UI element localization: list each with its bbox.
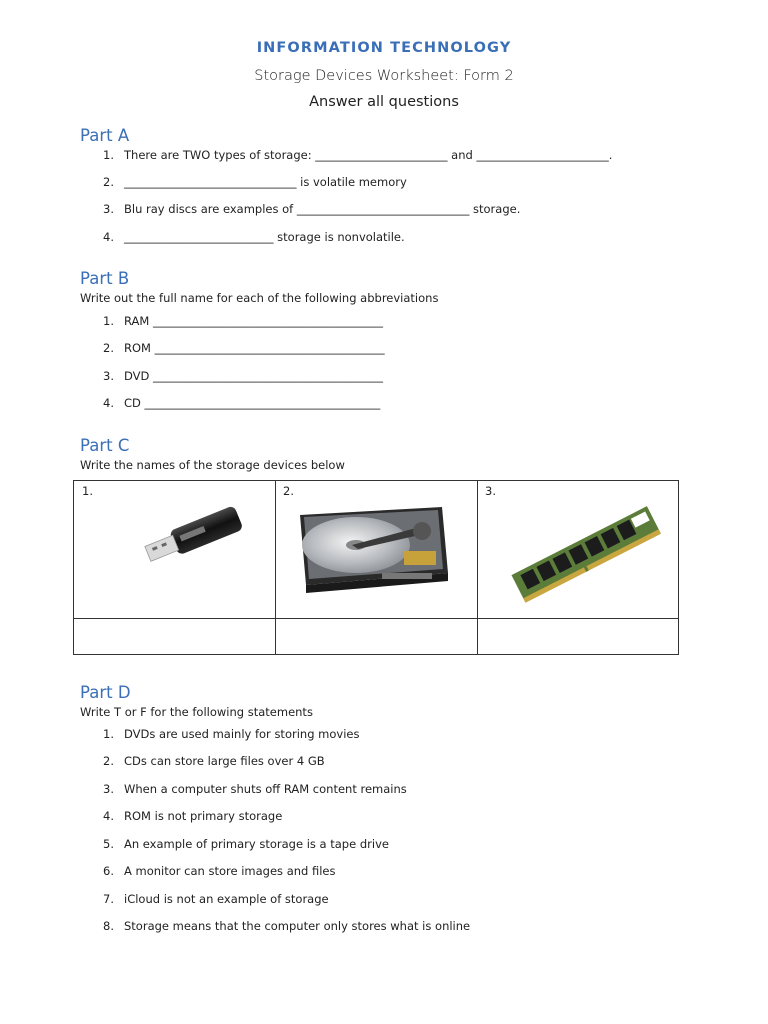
ram-module-icon xyxy=(506,499,666,609)
table-divider xyxy=(275,481,276,654)
part-d-q2-text: CDs can store large files over 4 GB xyxy=(124,754,325,768)
hard-disk-drive-icon xyxy=(292,493,452,597)
part-c-instruction: Write the names of the storage devices below xyxy=(80,458,345,472)
part-d-q5-text: An example of primary storage is a tape drive xyxy=(124,837,389,851)
part-d-instruction: Write T or F for the following statements xyxy=(80,705,313,719)
part-b-title: Part B xyxy=(80,269,130,288)
worksheet-instruction: Answer all questions xyxy=(309,94,459,110)
part-d-q3-num: 3. xyxy=(103,782,114,796)
part-d-q3-text: When a computer shuts off RAM content remains xyxy=(124,782,407,796)
part-a-q2-num: 2. xyxy=(103,175,114,189)
table-divider xyxy=(74,618,678,619)
cell-3-number: 3. xyxy=(485,484,496,498)
part-b-q4-num: 4. xyxy=(103,396,114,410)
device-image-table xyxy=(73,480,679,655)
usb-flash-drive-icon xyxy=(132,495,252,575)
part-b-q2-num: 2. xyxy=(103,341,114,355)
part-d-q4-text: ROM is not primary storage xyxy=(124,809,283,823)
cell-2-number: 2. xyxy=(283,484,294,498)
part-b-q4-text: CD _________________________________________ xyxy=(124,396,381,410)
part-d-q2-num: 2. xyxy=(103,754,114,768)
part-b-q3-text: DVD ________________________________________ xyxy=(124,369,384,383)
part-a-q4-num: 4. xyxy=(103,230,114,244)
part-b-q1-text: RAM ________________________________________ xyxy=(124,314,383,328)
part-a-q1-text: There are TWO types of storage: _______________________ and _______________________. xyxy=(124,148,613,162)
part-d-q7-text: iCloud is not an example of storage xyxy=(124,892,329,906)
part-d-q5-num: 5. xyxy=(103,837,114,851)
part-d-q4-num: 4. xyxy=(103,809,114,823)
part-a-q1-num: 1. xyxy=(103,148,114,162)
table-divider xyxy=(477,481,478,654)
part-a-title: Part A xyxy=(80,126,130,145)
part-b-instruction: Write out the full name for each of the following abbreviations xyxy=(80,291,439,305)
part-b-q1-num: 1. xyxy=(103,314,114,328)
part-a-q4-text: __________________________ storage is nonvolatile. xyxy=(124,230,405,244)
part-a-q2-text: ______________________________ is volatile memory xyxy=(124,175,407,189)
document-title: INFORMATION TECHNOLOGY xyxy=(256,40,512,56)
part-d-q1-num: 1. xyxy=(103,727,114,741)
part-d-q6-num: 6. xyxy=(103,864,114,878)
part-d-q6-text: A monitor can store images and files xyxy=(124,864,336,878)
part-d-title: Part D xyxy=(80,683,131,702)
part-a-q3-num: 3. xyxy=(103,202,114,216)
part-b-q3-num: 3. xyxy=(103,369,114,383)
part-d-q7-num: 7. xyxy=(103,892,114,906)
part-b-q2-text: ROM ________________________________________ xyxy=(124,341,385,355)
part-d-q8-num: 8. xyxy=(103,919,114,933)
worksheet-subtitle: Storage Devices Worksheet: Form 2 xyxy=(254,68,514,84)
part-d-q8-text: Storage means that the computer only stores what is online xyxy=(124,919,471,933)
part-d-q1-text: DVDs are used mainly for storing movies xyxy=(124,727,360,741)
part-a-q3-text: Blu ray discs are examples of ______________________________ storage. xyxy=(124,202,521,216)
part-c-title: Part C xyxy=(80,436,130,455)
cell-1-number: 1. xyxy=(82,484,93,498)
